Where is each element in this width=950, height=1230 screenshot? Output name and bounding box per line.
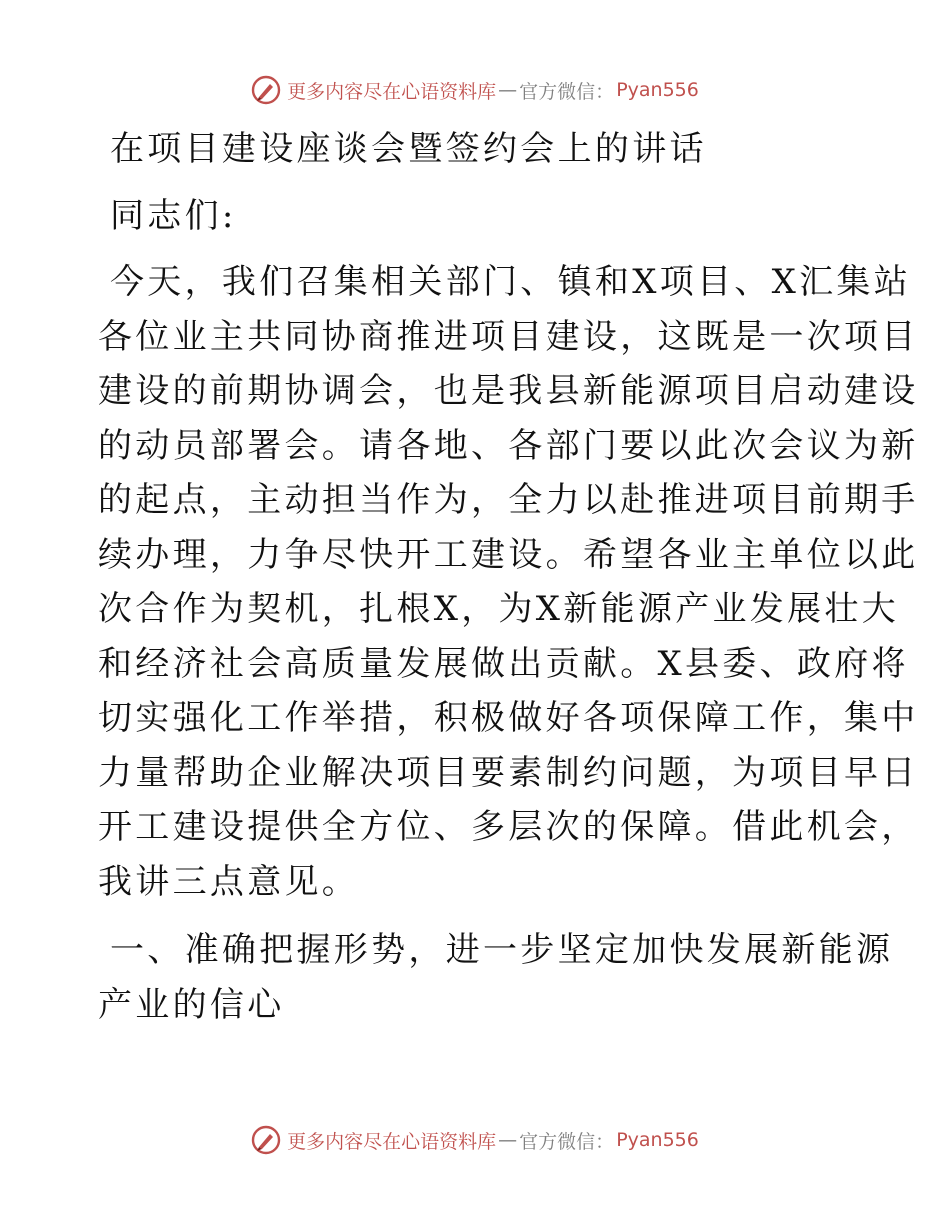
- paragraph-line: 的起点，主动担当作为，全力以赴推进项目前期手: [98, 480, 919, 520]
- paragraph-line: 和经济社会高质量发展做出贡献。X县委、政府将: [98, 643, 909, 684]
- section-heading: [98, 923, 894, 1032]
- pen-logo-icon: [251, 1125, 281, 1155]
- paragraph-line: 今天，我们召集相关部门、镇和X项目、X汇集站: [110, 262, 912, 302]
- watermark-footer: [0, 1120, 950, 1160]
- pen-logo-icon: [251, 75, 281, 105]
- watermark-text: 更多内容尽在心语资料库: [287, 1130, 497, 1153]
- section-heading-line: 产业的信心: [98, 984, 285, 1025]
- watermark-separator: —: [498, 1129, 518, 1151]
- watermark-account: Pyan556: [616, 79, 699, 101]
- paragraph-line: 各位业主共同协商推进项目建设，这既是一次项目: [98, 316, 919, 357]
- section-heading-line: 一、准确把握形势，进一步坚定加快发展新能源: [110, 930, 894, 970]
- document-body: [98, 122, 919, 1032]
- paragraph: [98, 255, 919, 909]
- paragraph-line: 续办理，力争尽快开工建设。希望各业主单位以此: [98, 534, 919, 575]
- watermark-label: 官方微信：: [519, 1130, 615, 1153]
- paragraph-line: 的动员部署会。请各地、各部门要以此次会议为新: [98, 425, 919, 466]
- paragraph-line: 我讲三点意见。: [98, 861, 360, 902]
- paragraph-line: 开工建设提供全方位、多层次的保障。借此机会，: [98, 807, 919, 847]
- document-title: 在项目建设座谈会暨签约会上的讲话: [110, 129, 707, 169]
- greeting: 同志们:: [110, 195, 237, 236]
- watermark-label: 官方微信：: [519, 80, 615, 103]
- paragraph-line: 力量帮助企业解决项目要素制约问题，为项目早日: [98, 752, 919, 793]
- watermark-separator: —: [498, 79, 518, 101]
- paragraph-line: 次合作为契机，扎根X，为X新能源产业发展壮大: [98, 589, 900, 629]
- paragraph-line: 建设的前期协调会，也是我县新能源项目启动建设: [98, 371, 919, 411]
- watermark-text: 更多内容尽在心语资料库: [287, 80, 497, 103]
- paragraph-line: 切实强化工作举措，积极做好各项保障工作，集中: [98, 698, 919, 738]
- watermark-account: Pyan556: [616, 1129, 699, 1151]
- watermark-header: [0, 70, 950, 110]
